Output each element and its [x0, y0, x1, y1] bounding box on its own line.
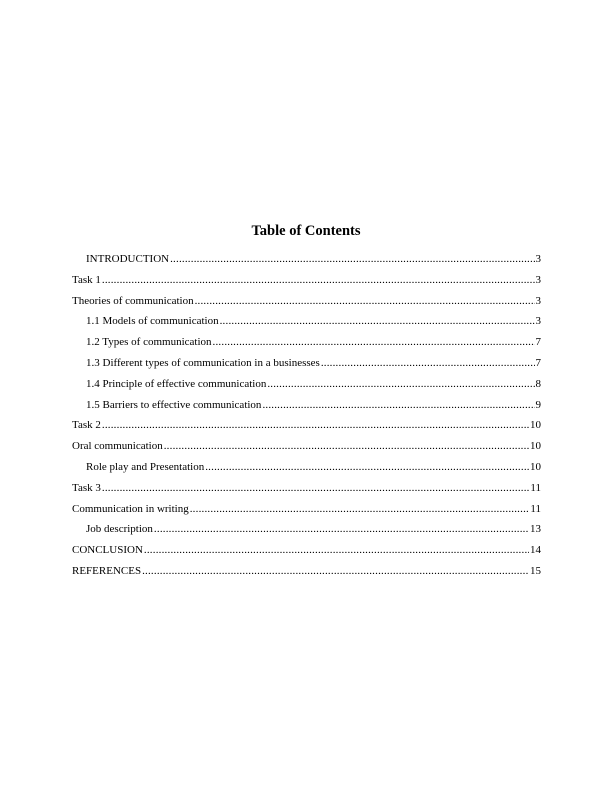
- toc-entry-text: Task 3: [72, 481, 101, 494]
- toc-entry-page: 9: [535, 398, 541, 411]
- toc-entry-page: 7: [535, 336, 541, 349]
- toc-leader-dots: [267, 374, 534, 395]
- toc-leader-dots: [102, 415, 529, 436]
- toc-entry-text: Oral communication: [72, 440, 163, 453]
- toc-entry-models-of-communication[interactable]: [72, 311, 541, 332]
- toc-entry-page: 11: [530, 481, 541, 494]
- toc-entry-theories-of-communication[interactable]: [72, 291, 541, 312]
- toc-entry-text: 1.2 Types of communication: [86, 336, 212, 349]
- toc-leader-dots: [190, 499, 530, 520]
- toc-leader-dots: [154, 519, 529, 540]
- toc-entry-principle-of-effective-communication[interactable]: [72, 374, 541, 395]
- toc-entry-page: 14: [530, 544, 541, 557]
- toc-entry-text: 1.4 Principle of effective communication: [86, 377, 267, 390]
- toc-entry-task-1[interactable]: [72, 270, 541, 291]
- toc-leader-dots: [321, 353, 535, 374]
- toc-entry-text: Theories of communication: [72, 294, 194, 307]
- toc-leader-dots: [220, 311, 535, 332]
- toc-entry-page: 8: [535, 377, 541, 390]
- toc-entry-job-description[interactable]: [72, 519, 541, 540]
- toc-leader-dots: [102, 270, 535, 291]
- toc-entry-text: Role play and Presentation: [86, 460, 205, 473]
- toc-entry-page: 3: [535, 294, 541, 307]
- toc-entry-references[interactable]: [72, 561, 541, 582]
- toc-entry-communication-in-writing[interactable]: [72, 499, 541, 520]
- toc-leader-dots: [170, 249, 534, 270]
- toc-entry-page: 13: [530, 523, 541, 536]
- toc-entry-page: 10: [530, 440, 541, 453]
- toc-entry-page: 11: [530, 502, 541, 515]
- toc-leader-dots: [213, 332, 535, 353]
- toc-leader-dots: [142, 561, 529, 582]
- toc-entry-text: 1.1 Models of communication: [86, 315, 219, 328]
- toc-entry-barriers-to-communication[interactable]: [72, 395, 541, 416]
- toc-entry-communication-in-businesses[interactable]: [72, 353, 541, 374]
- toc-entry-text: REFERENCES: [72, 564, 142, 577]
- toc-entry-text: 1.5 Barriers to effective communication: [86, 398, 262, 411]
- toc-leader-dots: [164, 436, 529, 457]
- toc-leader-dots: [144, 540, 529, 561]
- toc-entry-page: 7: [535, 356, 541, 369]
- toc-entry-text: Job description: [86, 523, 153, 536]
- toc-entry-task-3[interactable]: [72, 478, 541, 499]
- toc-entry-page: 3: [535, 315, 541, 328]
- toc-entry-text: Task 1: [72, 273, 101, 286]
- toc-leader-dots: [262, 395, 534, 416]
- toc-entry-page: 10: [530, 460, 541, 473]
- toc-entry-text: Communication in writing: [72, 502, 189, 515]
- table-of-contents: [72, 249, 541, 582]
- toc-entry-conclusion[interactable]: [72, 540, 541, 561]
- toc-entry-text: Task 2: [72, 419, 101, 432]
- toc-entry-text: 1.3 Different types of communication in a businesses: [86, 356, 320, 369]
- toc-entry-types-of-communication[interactable]: [72, 332, 541, 353]
- toc-entry-page: 10: [530, 419, 541, 432]
- toc-entry-task-2[interactable]: [72, 415, 541, 436]
- toc-entry-introduction[interactable]: [72, 249, 541, 270]
- toc-entry-page: 3: [535, 273, 541, 286]
- toc-entry-page: 15: [530, 564, 541, 577]
- toc-entry-text: CONCLUSION: [72, 544, 143, 557]
- toc-leader-dots: [102, 478, 530, 499]
- toc-leader-dots: [195, 291, 535, 312]
- toc-entry-oral-communication[interactable]: [72, 436, 541, 457]
- toc-title: Table of Contents: [251, 223, 361, 239]
- toc-leader-dots: [205, 457, 529, 478]
- toc-entry-text: INTRODUCTION: [86, 253, 170, 265]
- toc-entry-page: 3: [535, 253, 541, 265]
- toc-entry-role-play-and-presentation[interactable]: [72, 457, 541, 478]
